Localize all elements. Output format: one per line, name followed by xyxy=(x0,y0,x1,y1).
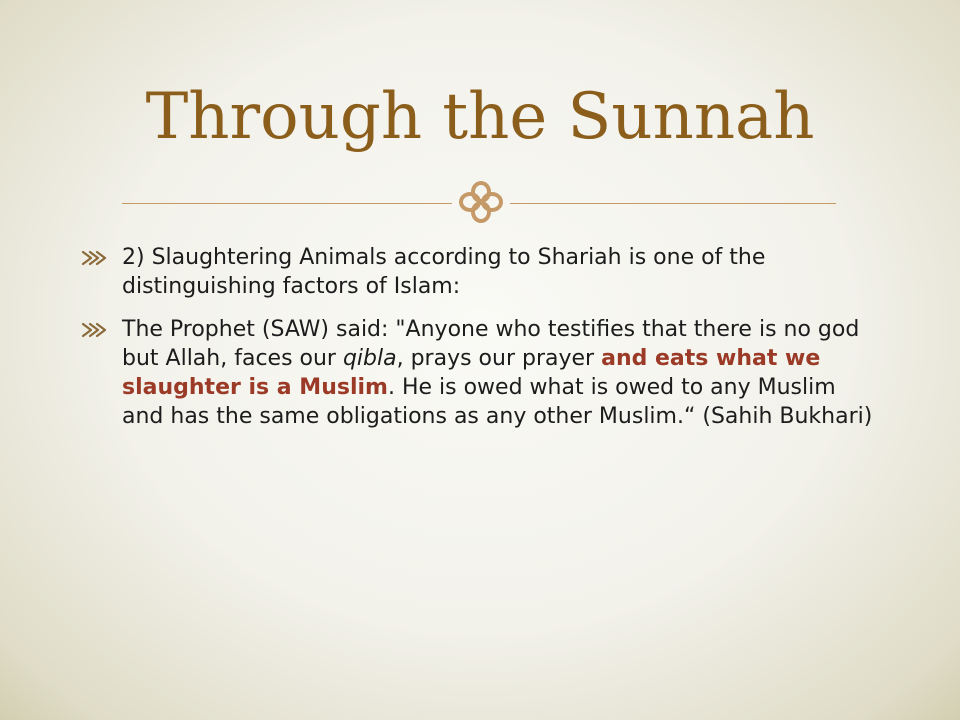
double-arrow-bullet-icon xyxy=(80,248,114,268)
title-divider-right xyxy=(510,203,836,204)
quote-italic-qibla: qibla xyxy=(342,346,397,371)
quatrefoil-ornament-icon xyxy=(452,180,510,224)
quote-text-part1: The Prophet (SAW) said: "Anyone who testifies that there is no god but Allah, faces our xyxy=(122,317,860,371)
title-divider-left xyxy=(122,203,452,204)
slide-title: Through the Sunnah xyxy=(145,80,815,154)
bullet-list xyxy=(80,243,880,445)
quote-text-part3: . He is owed what is owed to any Muslim and has the same obligations as any other Muslim.“ (Sahih Bukhari) xyxy=(122,375,873,429)
bullet-text: 2) Slaughtering Animals according to Shariah is one of the distinguishing factors of Islam: xyxy=(122,245,766,299)
quote-emphasis: and eats what we slaughter is a Muslim xyxy=(122,346,821,400)
quote-text-part2: , prays our prayer xyxy=(396,346,602,371)
bullet-item xyxy=(80,243,880,301)
bullet-item xyxy=(80,315,880,431)
double-arrow-bullet-icon xyxy=(80,320,114,340)
